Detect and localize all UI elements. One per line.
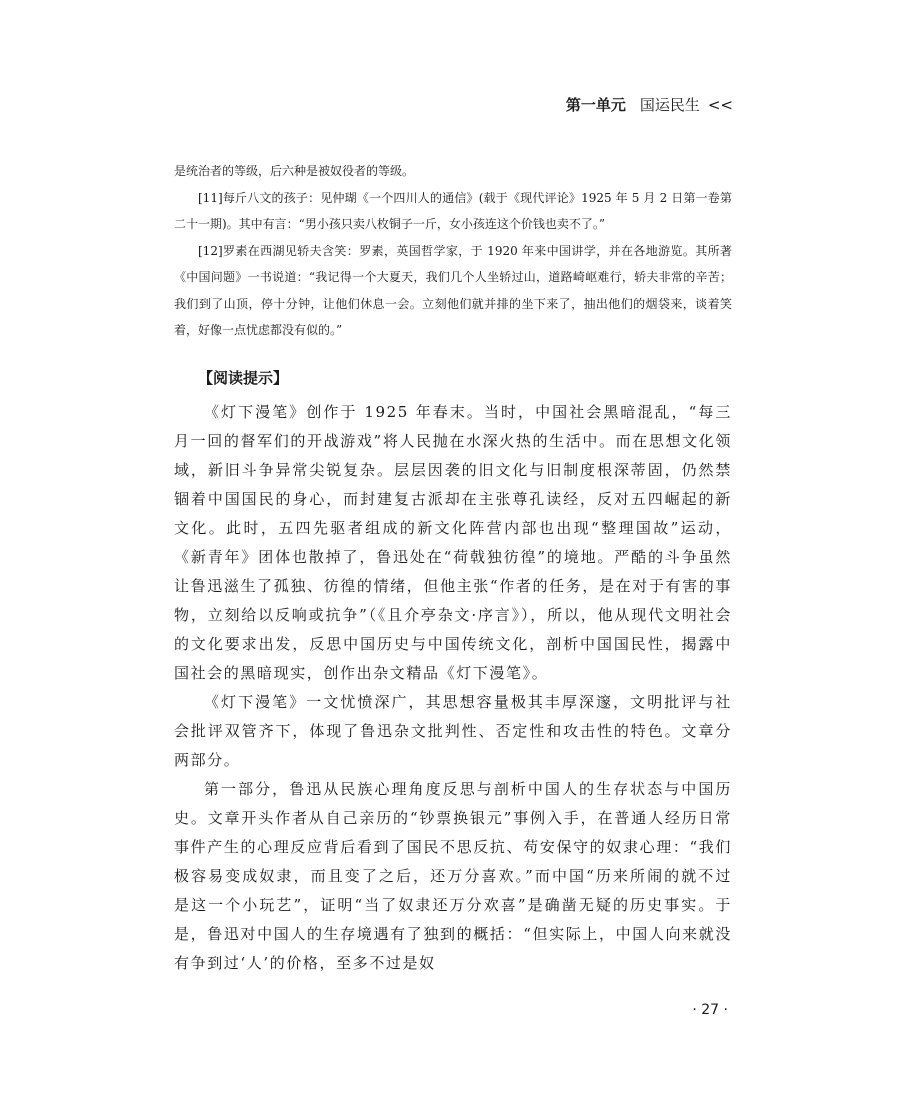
paragraph: 《灯下漫笔》一文忧愤深广，其思想容量极其丰厚深邃，文明批评与社会批评双管齐下，体现了鲁迅杂文批判性、否定性和攻击性的特色。文章分两部分。 [174, 693, 732, 769]
note-11: [11]每斤八文的孩子：见仲瑚《一个四川人的通信》(载于《现代评论》1925 年 5 月 2 日第一卷第二十一期)。其中有言：“男小孩只卖八枚铜子一斤，女小孩连这个价钱也卖不了。” [174, 190, 732, 231]
running-header [566, 94, 733, 115]
note-continuation: 是统治者的等级，后六种是被奴役者的等级。 [174, 164, 415, 178]
footnotes [174, 158, 732, 344]
paragraph: 第一部分，鲁迅从民族心理角度反思与剖析中国人的生存状态与中国历史。文章开头作者从自己亲历的“钞票换银元”事例入手，在普通人经历日常事件产生的心理反应背后看到了国民不思反抗、苟安保守的奴隶心理：“我们极容易变成奴隶，而且变了之后，还万分喜欢。”而中国“历来所闹的就不过是这一个小玩艺”，证明“当了奴隶还万分欢喜”是确凿无疑的历史事实。于是，鲁迅对中国人的生存境遇有了独到的概括：“但实际上，中国人向来就没有争到过‘人’的价格，至多不过是奴 [174, 780, 732, 972]
reading-guide-body [174, 398, 732, 978]
page-number: · 27 · [692, 1002, 728, 1018]
chevrons-left-icon: << [707, 96, 733, 114]
paragraph: 《灯下漫笔》创作于 1925 年春末。当时，中国社会黑暗混乱，“每三月一回的督军们的开战游戏”将人民抛在水深火热的生活中。而在思想文化领域，新旧斗争异常尖锐复杂。层层因袭的旧文化与旧制度根深蒂固，仍然禁锢着中国国民的身心，而封建复古派却在主张尊孔读经，反对五四崛起的新文化。此时，五四先驱者组成的新文化阵营内部也出现“整理国故”运动，《新青年》团体也散掉了，鲁迅处在“荷戟独彷徨”的境地。严酷的斗争虽然让鲁迅滋生了孤独、彷徨的情绪，但他主张“作者的任务，是在对于有害的事物，立刻给以反响或抗争”（《且介亭杂文·序言》），所以，他从现代文明社会的文化要求出发，反思中国历史与中国传统文化，剖析中国国民性，揭露中国社会的黑暗现实，创作出杂文精品《灯下漫笔》。 [174, 403, 732, 682]
unit-theme: 国运民生 [639, 96, 700, 114]
section-title: 【阅读提示】 [198, 369, 289, 387]
unit-label: 第一单元 [565, 96, 626, 114]
note-12: [12]罗素在西湖见轿夫含笑：罗素，英国哲学家，于 1920 年来中国讲学，并在各地游览。其所著《中国问题》一书说道：“我记得一个大夏天，我们几个人坐轿过山，道路崎岖难行，轿夫非常的辛苦；我们到了山顶，停十分钟，让他们休息一会。立刻他们就并排的坐下来了，抽出他们的烟袋来，谈着笑着，好像一点忧虑都没有似的。” [174, 243, 732, 337]
